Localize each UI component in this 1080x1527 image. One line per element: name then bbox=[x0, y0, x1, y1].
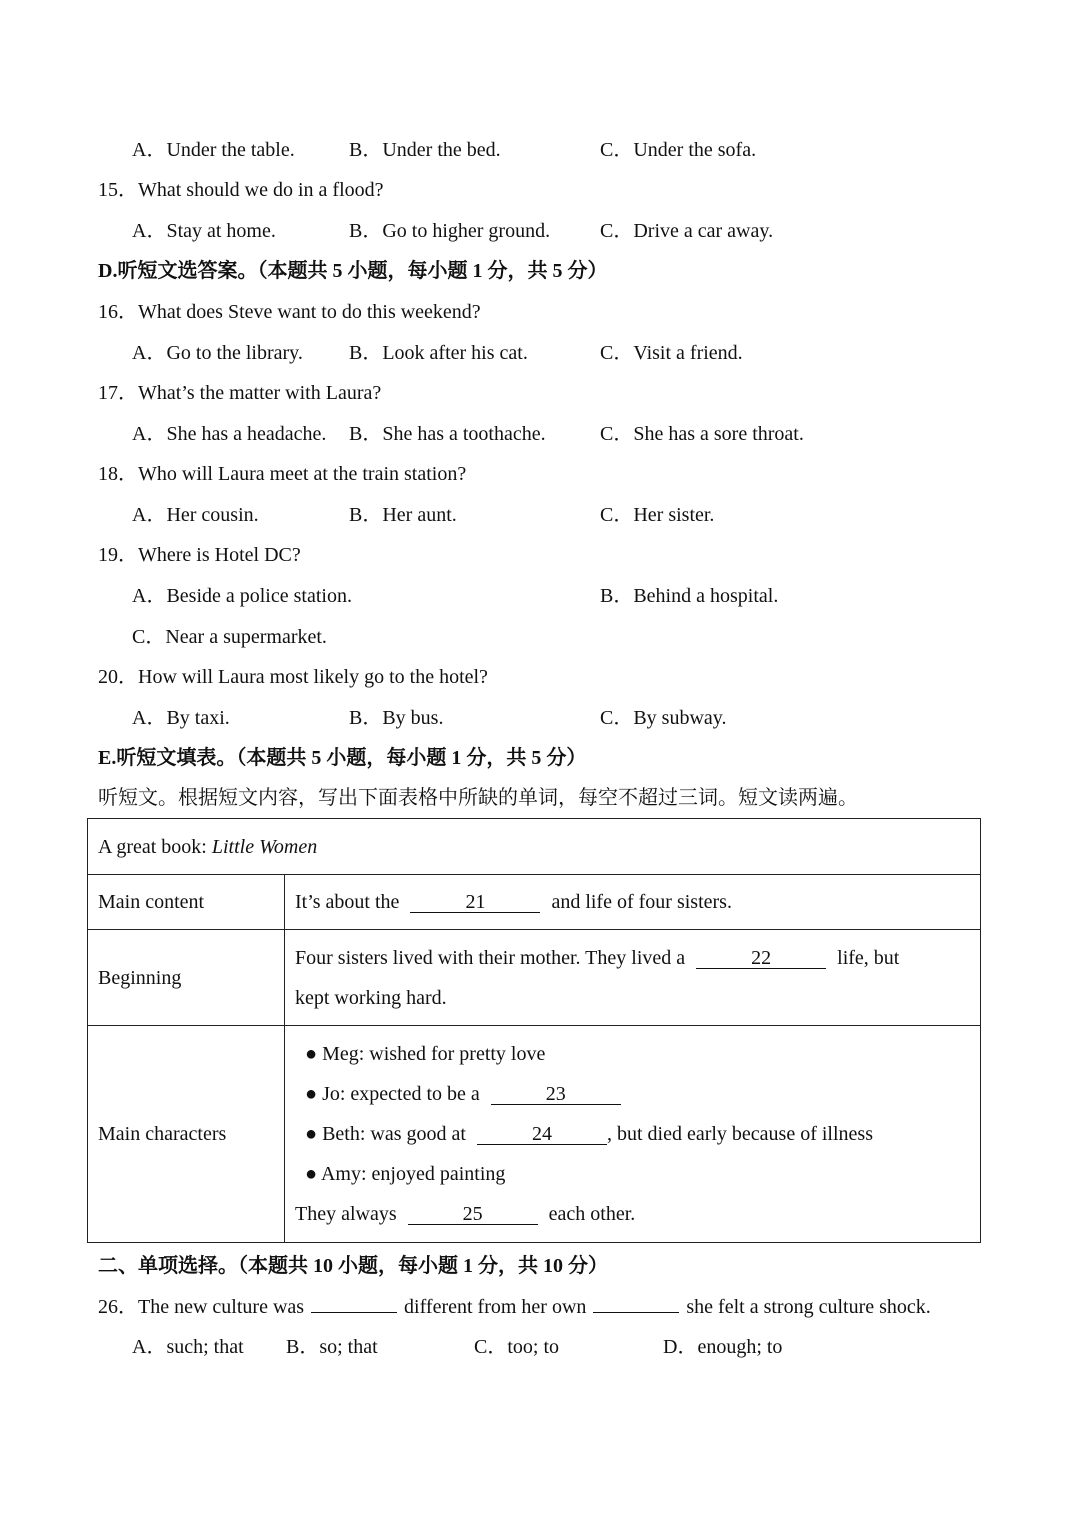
table-title-prefix: A great book: bbox=[98, 835, 212, 858]
q26-option-c: C．too; to bbox=[474, 1336, 560, 1358]
always-pre-text: They always bbox=[295, 1203, 397, 1225]
q19-option-c: C．Near a supermarket. bbox=[132, 626, 327, 648]
row-beginning-label: Beginning bbox=[88, 930, 285, 1026]
blank-25: 25 bbox=[408, 1204, 538, 1225]
q15-option-b: B．Go to higher ground. bbox=[349, 220, 551, 242]
row2-post-text: life, but bbox=[837, 946, 900, 969]
q20-option-b: B．By bus. bbox=[349, 707, 444, 729]
char-jo bbox=[295, 1074, 970, 1114]
q20-option-c: C．By subway. bbox=[600, 707, 727, 729]
q16-option-b: B．Look after his cat. bbox=[349, 342, 528, 364]
q19-option-a: A．Beside a police station. bbox=[132, 585, 352, 607]
q14-option-a: A．Under the table. bbox=[132, 139, 295, 161]
blank-24: 24 bbox=[477, 1124, 607, 1145]
section-e-heading: E.听短文填表。（本题共 5 小题，每小题 1 分，共 5 分） bbox=[98, 747, 587, 769]
q20-option-a: A．By taxi. bbox=[132, 707, 230, 729]
q20-stem: 20．How will Laura most likely go to the hotel? bbox=[98, 666, 488, 688]
char-meg: ● Meg: wished for pretty love bbox=[305, 1043, 546, 1065]
section-d-heading: D.听短文选答案。（本题共 5 小题，每小题 1 分，共 5 分） bbox=[98, 260, 608, 282]
q17-option-c: C．She has a sore throat. bbox=[600, 423, 804, 445]
q26-option-b: B．so; that bbox=[286, 1336, 378, 1358]
q18-stem: 18．Who will Laura meet at the train station? bbox=[98, 463, 467, 485]
q26-stem-part-c: she felt a strong culture shock. bbox=[686, 1296, 931, 1318]
q26-option-a: A．such; that bbox=[132, 1336, 244, 1358]
blank-22: 22 bbox=[696, 948, 826, 969]
jo-pre-text: ● Jo: expected to be a bbox=[305, 1083, 480, 1105]
row-main-characters-label: Main characters bbox=[88, 1026, 285, 1243]
q26-blank-1 bbox=[311, 1312, 397, 1313]
q15-option-c: C．Drive a car away. bbox=[600, 220, 774, 242]
q16-stem: 16．What does Steve want to do this weekend? bbox=[98, 301, 481, 323]
q26-stem bbox=[98, 1297, 931, 1317]
section-e-instructions: 听短文。根据短文内容，写出下面表格中所缺的单词，每空不超过三词。短文读两遍。 bbox=[98, 787, 858, 809]
row2-pre-text: Four sisters lived with their mother. They lived a bbox=[295, 946, 686, 969]
q18-option-c: C．Her sister. bbox=[600, 504, 715, 526]
q26-stem-part-b: different from her own bbox=[404, 1296, 587, 1318]
q16-option-a: A．Go to the library. bbox=[132, 342, 303, 364]
q19-option-b: B．Behind a hospital. bbox=[600, 585, 779, 607]
beth-pre-text: ● Beth: was good at bbox=[305, 1123, 466, 1145]
q18-option-a: A．Her cousin. bbox=[132, 504, 259, 526]
beth-post-text: , but died early because of illness bbox=[606, 1123, 873, 1145]
row-beginning-value bbox=[285, 930, 981, 1026]
q19-stem: 19．Where is Hotel DC? bbox=[98, 544, 301, 566]
q16-option-c: C．Visit a friend. bbox=[600, 342, 743, 364]
char-beth bbox=[295, 1114, 970, 1154]
q17-option-b: B．She has a toothache. bbox=[349, 423, 546, 445]
q15-option-a: A．Stay at home. bbox=[132, 220, 276, 242]
table-title-cell bbox=[88, 819, 981, 875]
row-main-content-value bbox=[285, 875, 981, 930]
row1-pre-text: It’s about the bbox=[295, 890, 400, 913]
info-table bbox=[87, 818, 981, 1243]
blank-21: 21 bbox=[410, 892, 540, 913]
q15-stem: 15．What should we do in a flood? bbox=[98, 179, 384, 201]
row3-final-line bbox=[295, 1194, 970, 1234]
q26-stem-part-a: 26．The new culture was bbox=[98, 1296, 305, 1318]
q26-blank-2 bbox=[593, 1312, 679, 1313]
section-2-heading: 二、单项选择。（本题共 10 小题，每小题 1 分，共 10 分） bbox=[98, 1255, 608, 1277]
row-main-characters-value bbox=[285, 1026, 981, 1243]
q17-stem: 17．What’s the matter with Laura? bbox=[98, 382, 382, 404]
q17-option-a: A．She has a headache. bbox=[132, 423, 327, 445]
char-amy: ● Amy: enjoyed painting bbox=[305, 1163, 506, 1185]
q14-option-c: C．Under the sofa. bbox=[600, 139, 757, 161]
row1-post-text: and life of four sisters. bbox=[551, 890, 732, 913]
q18-option-b: B．Her aunt. bbox=[349, 504, 457, 526]
table-title-book: Little Women bbox=[211, 835, 318, 858]
blank-23: 23 bbox=[491, 1084, 621, 1105]
q14-option-b: B．Under the bed. bbox=[349, 139, 501, 161]
row-main-content-label: Main content bbox=[88, 875, 285, 930]
q26-option-d: D．enough; to bbox=[663, 1336, 783, 1358]
row2-line2: kept working hard. bbox=[295, 986, 447, 1009]
always-post-text: each other. bbox=[548, 1203, 636, 1225]
